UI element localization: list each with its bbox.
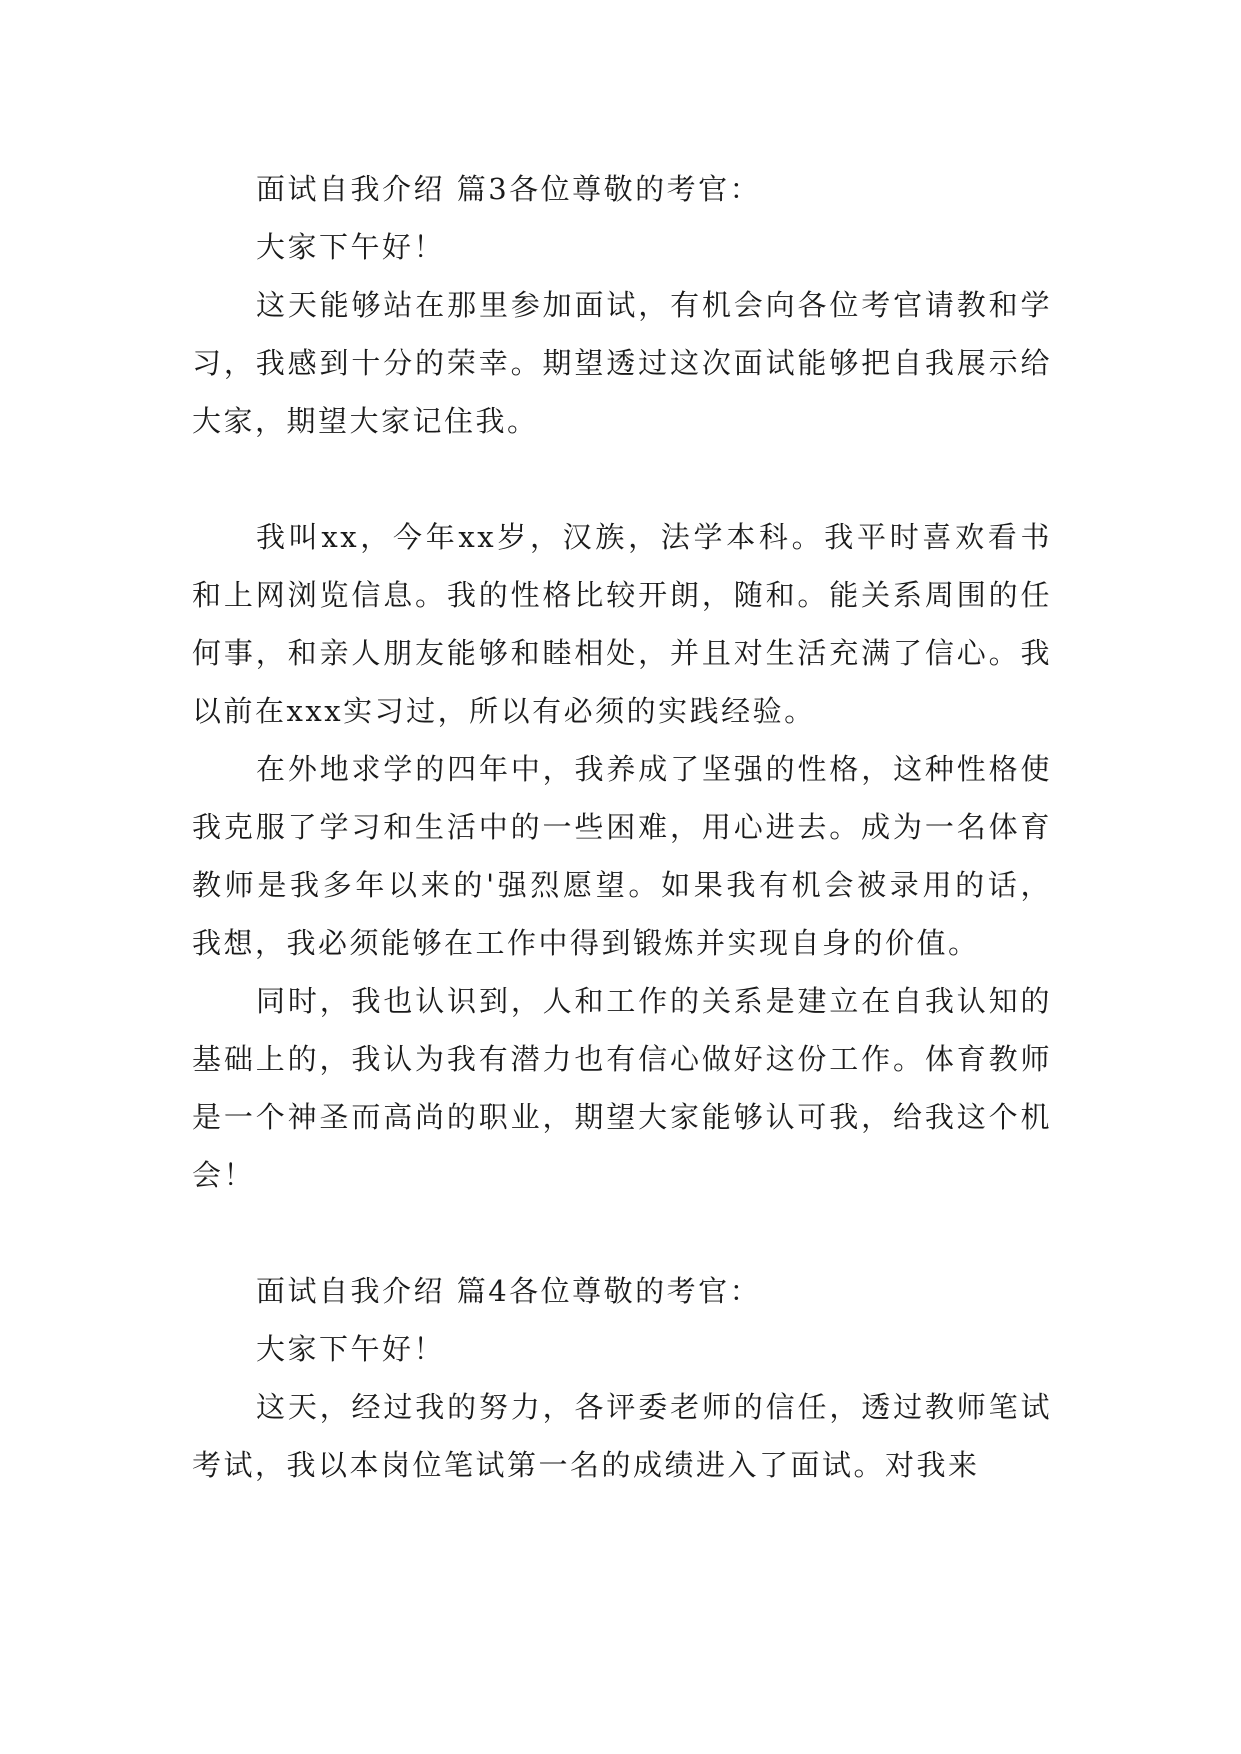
section-3-heading: 面试自我介绍 篇3各位尊敬的考官： — [256, 172, 762, 206]
greeting-paragraph: 大家下午好！ — [256, 230, 446, 264]
body-paragraph: 在外地求学的四年中，我养成了坚强的性格，这种性格使我克服了学习和生活中的一些困难，用心进去。成为一名体育教师是我多年以来的'强烈愿望。如果我有机会被录用的话，我想，我必须能够在工作中得到锻炼并实现自身的价值。 — [192, 752, 1052, 960]
greeting-paragraph: 大家下午好！ — [256, 1332, 446, 1366]
body-paragraph: 同时，我也认识到，人和工作的关系是建立在自我认知的基础上的，我认为我有潜力也有信心做好这份工作。体育教师是一个神圣而高尚的职业，期望大家能够认可我，给我这个机会！ — [192, 984, 1052, 1192]
blank-line — [192, 1204, 1052, 1262]
body-paragraph: 我叫xx，今年xx岁，汉族，法学本科。我平时喜欢看书和上网浏览信息。我的性格比较开朗，随和。能关系周围的任何事，和亲人朋友能够和睦相处，并且对生活充满了信心。我以前在xxx实习过，所以有必须的实践经验。 — [192, 520, 1052, 728]
blank-line — [192, 450, 1052, 508]
document-body — [192, 160, 1052, 1494]
body-paragraph: 这天能够站在那里参加面试，有机会向各位考官请教和学习，我感到十分的荣幸。期望透过这次面试能够把自我展示给大家，期望大家记住我。 — [192, 288, 1052, 438]
body-paragraph: 这天，经过我的努力，各评委老师的信任，透过教师笔试考试，我以本岗位笔试第一名的成绩进入了面试。对我来 — [192, 1390, 1052, 1482]
section-4-heading: 面试自我介绍 篇4各位尊敬的考官： — [256, 1274, 762, 1308]
